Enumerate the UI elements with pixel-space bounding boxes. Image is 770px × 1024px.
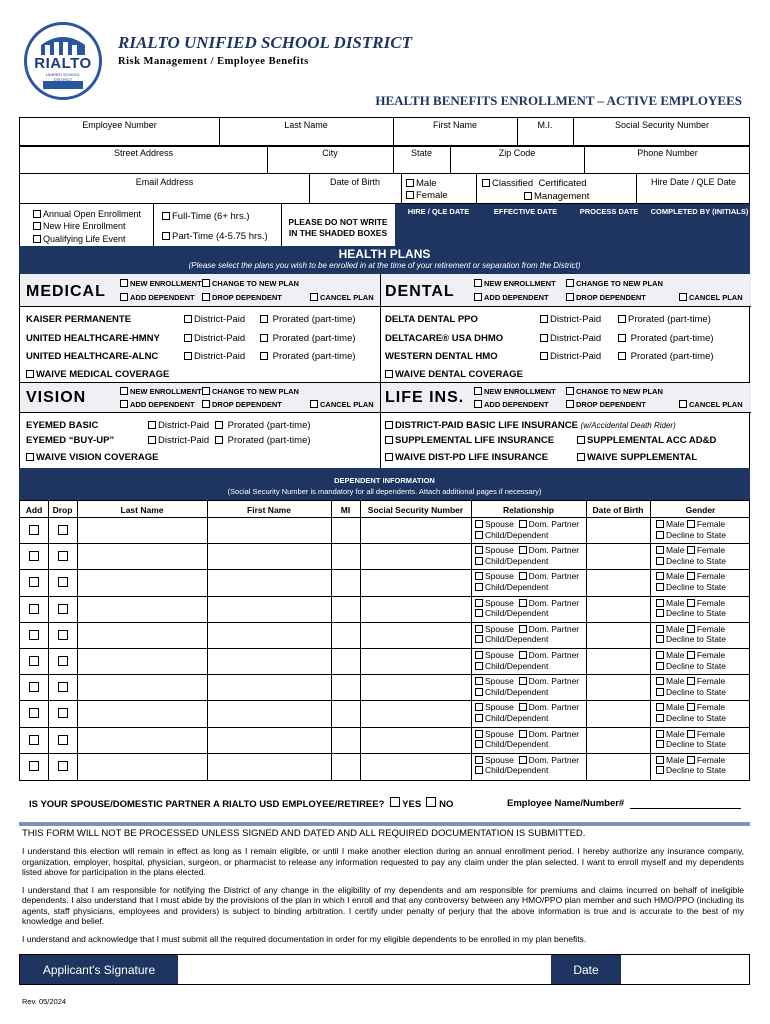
dependent-table <box>19 500 750 781</box>
child-checkbox[interactable] <box>475 662 483 670</box>
table-row <box>20 674 749 700</box>
qualifying-event[interactable] <box>33 234 126 244</box>
dom-partner-checkbox[interactable] <box>519 546 527 554</box>
district-logo <box>24 22 102 100</box>
life-drop-dependent[interactable]: DROP DEPENDENT <box>566 400 646 409</box>
yes-label: YES <box>402 799 422 810</box>
col-first-name: First Name <box>247 505 291 515</box>
dep-female-checkbox[interactable] <box>687 572 695 580</box>
deltacare-district-paid[interactable]: District-Paid <box>540 333 601 344</box>
add-checkbox[interactable] <box>29 682 39 692</box>
drop-checkbox[interactable] <box>58 630 68 640</box>
life-supp-acc[interactable]: SUPPLEMENTAL ACC AD&D <box>577 435 716 446</box>
dep-female-checkbox[interactable] <box>687 651 695 659</box>
dependent-title: DEPENDENT INFORMATION <box>334 476 435 485</box>
dom-partner-checkbox[interactable] <box>519 572 527 580</box>
type-classified[interactable] <box>482 178 587 189</box>
city-field[interactable]: City <box>322 148 338 158</box>
dental-new-enrollment[interactable]: NEW ENROLLMENT <box>474 279 556 288</box>
table-row <box>20 517 749 543</box>
spouse-checkbox[interactable] <box>475 703 483 711</box>
vision-add-dependent[interactable]: ADD DEPENDENT <box>120 400 195 409</box>
dep-decline-checkbox[interactable] <box>656 609 664 617</box>
new-hire-checkbox[interactable] <box>33 222 41 230</box>
plan-western: WESTERN DENTAL HMO <box>385 351 498 362</box>
dep-male-checkbox[interactable] <box>656 756 664 764</box>
child-checkbox[interactable] <box>475 635 483 643</box>
gender-options: Male Female Decline to State <box>656 676 726 697</box>
medical-change-plan[interactable]: CHANGE TO NEW PLAN <box>202 279 299 288</box>
gender-options: Male Female Decline to State <box>656 729 726 750</box>
full-time-label: Full-Time (6+ hrs.) <box>172 211 250 222</box>
qualifying-label: Qualifying Life Event <box>43 234 126 244</box>
employee-name-line[interactable] <box>630 808 741 809</box>
dep-decline-checkbox[interactable] <box>656 766 664 774</box>
dep-female-checkbox[interactable] <box>687 677 695 685</box>
child-checkbox[interactable] <box>475 531 483 539</box>
medical-cancel-plan[interactable]: CANCEL PLAN <box>310 293 374 302</box>
warning-text: THIS FORM WILL NOT BE PROCESSED UNLESS SIGNED AND DATED AND ALL REQUIRED DOCUMENTATION IS SUBMITTED. <box>22 828 586 839</box>
no-checkbox[interactable] <box>426 797 436 807</box>
hire-date-field[interactable]: Hire Date / QLE Date <box>650 177 737 187</box>
drop-checkbox[interactable] <box>58 525 68 535</box>
dom-partner-checkbox[interactable] <box>519 756 527 764</box>
legal-text <box>22 846 744 951</box>
dom-partner-checkbox[interactable] <box>519 703 527 711</box>
uhc-hmny-district-paid[interactable]: District-Paid <box>184 333 245 344</box>
signature-label: Applicant's Signature <box>42 963 156 977</box>
dep-male-checkbox[interactable] <box>656 546 664 554</box>
waive-supplemental[interactable]: WAIVE SUPPLEMENTAL <box>577 452 697 463</box>
phone-field[interactable]: Phone Number <box>637 148 698 158</box>
plan-eyemed-basic: EYEMED BASIC <box>26 420 99 431</box>
gender-options: Male Female Decline to State <box>656 755 726 776</box>
dep-female-checkbox[interactable] <box>687 625 695 633</box>
drop-checkbox[interactable] <box>58 708 68 718</box>
relationship-options: Spouse Dom. Partner Child/Dependent <box>475 545 579 566</box>
dep-male-checkbox[interactable] <box>656 625 664 633</box>
dental-change-plan[interactable]: CHANGE TO NEW PLAN <box>566 279 663 288</box>
dom-partner-checkbox[interactable] <box>519 651 527 659</box>
relationship-options: Spouse Dom. Partner Child/Dependent <box>475 571 579 592</box>
uhc-hmny-prorated[interactable]: Prorated (part-time) <box>260 333 356 344</box>
medical-new-enrollment[interactable]: NEW ENROLLMENT <box>120 279 202 288</box>
kaiser-district-paid[interactable]: District-Paid <box>184 314 245 325</box>
revision: Rev. 05/2024 <box>22 997 67 1006</box>
info-row-1 <box>19 117 750 147</box>
add-checkbox[interactable] <box>29 577 39 587</box>
effective-header: EFFECTIVE DATE <box>493 207 558 216</box>
delta-district-paid[interactable]: District-Paid <box>540 314 601 325</box>
col-ssn: Social Security Number <box>367 505 464 515</box>
relationship-options: Spouse Dom. Partner Child/Dependent <box>475 650 579 671</box>
spouse-checkbox[interactable] <box>475 520 483 528</box>
table-row <box>20 596 749 622</box>
vision-cancel-plan[interactable]: CANCEL PLAN <box>310 400 374 409</box>
last-name-field[interactable]: Last Name <box>284 120 328 130</box>
table-row <box>20 727 749 753</box>
spouse-checkbox[interactable] <box>475 756 483 764</box>
employee-number-field[interactable]: Employee Number <box>82 120 157 130</box>
table-row <box>20 543 749 569</box>
dep-female-checkbox[interactable] <box>687 703 695 711</box>
gender-female[interactable] <box>406 190 448 201</box>
life-new-enrollment[interactable]: NEW ENROLLMENT <box>474 387 556 396</box>
part-time[interactable] <box>162 231 268 242</box>
dep-female-checkbox[interactable] <box>687 730 695 738</box>
drop-checkbox[interactable] <box>58 551 68 561</box>
child-checkbox[interactable] <box>475 766 483 774</box>
vision-drop-dependent[interactable]: DROP DEPENDENT <box>202 400 282 409</box>
table-row <box>20 648 749 674</box>
dom-partner-checkbox[interactable] <box>519 520 527 528</box>
child-checkbox[interactable] <box>475 583 483 591</box>
vision-new-enrollment[interactable]: NEW ENROLLMENT <box>120 387 202 396</box>
child-checkbox[interactable] <box>475 688 483 696</box>
col-dob: Date of Birth <box>592 505 644 515</box>
street-field[interactable]: Street Address <box>113 148 174 158</box>
col-mi: MI <box>340 505 351 515</box>
legal-paragraph-2: I understand that I am responsible for notifying the District of any change in the eligibility of my dependents and am responsible for premiums and claims incurred on behalf of ineligible dependents. I also understand that I must abide by the provisions of the plan in which I enroll and that any controversy between any HMO/PPO plan member and such HMO/PPO (including its agents, staff physicians, employees and providers) is subject to binding arbitration. I certify under penalty of perjury that the above information is true and is accurate to the best of my knowledge and belief. <box>22 884 744 926</box>
dob-field[interactable]: Date of Birth <box>329 177 381 187</box>
dep-male-checkbox[interactable] <box>656 572 664 580</box>
department-name: Risk Management / Employee Benefits <box>118 56 309 67</box>
logo-subtext: UNIFIED SCHOOL DISTRICT <box>45 72 80 82</box>
plan-kaiser: KAISER PERMANENTE <box>26 314 132 325</box>
shaded-notice: PLEASE DO NOT WRITE IN THE SHADED BOXES <box>288 217 388 238</box>
email-field[interactable]: Email Address <box>135 177 194 187</box>
employee-name-label: Employee Name/Number# <box>507 798 625 809</box>
dep-male-checkbox[interactable] <box>656 730 664 738</box>
zip-field[interactable]: Zip Code <box>498 148 536 158</box>
dental-drop-dependent[interactable]: DROP DEPENDENT <box>566 293 646 302</box>
relationship-options: Spouse Dom. Partner Child/Dependent <box>475 676 579 697</box>
office-use-box <box>395 204 750 247</box>
dep-decline-checkbox[interactable] <box>656 635 664 643</box>
dep-decline-checkbox[interactable] <box>656 740 664 748</box>
col-gender: Gender <box>685 505 716 515</box>
dep-female-checkbox[interactable] <box>687 546 695 554</box>
spouse-checkbox[interactable] <box>475 730 483 738</box>
life-change-plan[interactable]: CHANGE TO NEW PLAN <box>566 387 663 396</box>
date-label-box <box>551 955 621 984</box>
eyemed-basic-prorated[interactable]: Prorated (part-time) <box>215 420 311 431</box>
dep-decline-checkbox[interactable] <box>656 662 664 670</box>
gender-options: Male Female Decline to State <box>656 650 726 671</box>
management-label: Management <box>534 191 590 202</box>
waive-vision[interactable]: WAIVE VISION COVERAGE <box>26 452 158 463</box>
eyemed-buyup-prorated[interactable]: Prorated (part-time) <box>215 435 311 446</box>
uhc-alnc-prorated[interactable]: Prorated (part-time) <box>260 351 356 362</box>
col-add: Add <box>25 505 43 515</box>
delta-prorated[interactable]: Prorated (part-time) <box>618 314 711 325</box>
child-checkbox[interactable] <box>475 557 483 565</box>
waive-dist-life[interactable]: WAIVE DIST-PD LIFE INSURANCE <box>385 452 548 463</box>
add-checkbox[interactable] <box>29 604 39 614</box>
spouse-checkbox[interactable] <box>475 651 483 659</box>
drop-checkbox[interactable] <box>58 735 68 745</box>
relationship-options: Spouse Dom. Partner Child/Dependent <box>475 519 579 540</box>
life-supplemental[interactable]: SUPPLEMENTAL LIFE INSURANCE <box>385 435 554 446</box>
logo-wordmark: RIALTO <box>34 55 92 72</box>
add-checkbox[interactable] <box>29 656 39 666</box>
state-field[interactable]: State <box>410 148 432 158</box>
drop-checkbox[interactable] <box>58 656 68 666</box>
drop-checkbox[interactable] <box>58 761 68 771</box>
vision-title: VISION <box>26 389 87 406</box>
dep-decline-checkbox[interactable] <box>656 531 664 539</box>
district-name: RIALTO UNIFIED SCHOOL DISTRICT <box>118 33 412 52</box>
add-checkbox[interactable] <box>29 630 39 640</box>
first-name-field[interactable]: First Name <box>432 120 477 130</box>
certificated-label: Certificated <box>538 178 587 189</box>
col-drop: Drop <box>52 505 73 515</box>
dom-partner-checkbox[interactable] <box>519 625 527 633</box>
life-add-dependent[interactable]: ADD DEPENDENT <box>474 400 549 409</box>
add-checkbox[interactable] <box>29 708 39 718</box>
male-label: Male <box>416 178 437 189</box>
dep-decline-checkbox[interactable] <box>656 714 664 722</box>
dep-female-checkbox[interactable] <box>687 520 695 528</box>
spouse-checkbox[interactable] <box>475 625 483 633</box>
child-checkbox[interactable] <box>475 609 483 617</box>
plan-uhc-alnc: UNITED HEALTHCARE-ALNC <box>26 351 159 362</box>
spouse-checkbox[interactable] <box>475 572 483 580</box>
date-field[interactable] <box>621 955 749 984</box>
dep-male-checkbox[interactable] <box>656 651 664 659</box>
date-label: Date <box>573 963 599 977</box>
female-label: Female <box>416 190 448 201</box>
col-last-name: Last Name <box>120 505 164 515</box>
full-time-checkbox[interactable] <box>162 212 170 220</box>
plan-delta-ppo: DELTA DENTAL PPO <box>385 314 478 325</box>
form-title: HEALTH BENEFITS ENROLLMENT – ACTIVE EMPLOYEES <box>375 93 742 108</box>
new-hire-label: New Hire Enrollment <box>43 221 126 231</box>
drop-checkbox[interactable] <box>58 604 68 614</box>
health-plans-subtitle: (Please select the plans you wish to be enrolled in at the time of your retirement or separation from the District) <box>188 261 581 270</box>
dep-decline-checkbox[interactable] <box>656 583 664 591</box>
spouse-checkbox[interactable] <box>475 546 483 554</box>
add-checkbox[interactable] <box>29 735 39 745</box>
male-checkbox[interactable] <box>406 179 414 187</box>
spouse-question: IS YOUR SPOUSE/DOMESTIC PARTNER A RIALTO USD EMPLOYEE/RETIREE? YES NO <box>29 799 454 810</box>
dental-cancel-plan[interactable]: CANCEL PLAN <box>679 293 743 302</box>
gender-options: Male Female Decline to State <box>656 571 726 592</box>
qualifying-checkbox[interactable] <box>33 235 41 243</box>
dep-female-checkbox[interactable] <box>687 599 695 607</box>
western-prorated[interactable]: Prorated (part-time) <box>618 351 714 362</box>
annual-enrollment[interactable] <box>33 209 141 219</box>
plan-eyemed-buyup: EYEMED “BUY-UP” <box>26 435 115 446</box>
dep-female-checkbox[interactable] <box>687 756 695 764</box>
table-row <box>20 622 749 648</box>
no-label: NO <box>439 799 454 810</box>
signature-label-box <box>20 955 178 984</box>
basic-life-note: (w/Accidental Death Rider) <box>580 421 676 430</box>
medical-dental-section <box>19 274 750 383</box>
life-basic[interactable]: DISTRICT-PAID BASIC LIFE INSURANCE (w/Accidental Death Rider) <box>385 420 676 431</box>
completed-header: COMPLETED BY (INITIALS) <box>650 207 749 216</box>
spouse-checkbox[interactable] <box>475 677 483 685</box>
spouse-checkbox[interactable] <box>475 599 483 607</box>
divider-rule <box>19 822 750 826</box>
annual-label: Annual Open Enrollment <box>43 209 142 219</box>
table-row <box>20 700 749 726</box>
dep-male-checkbox[interactable] <box>656 520 664 528</box>
dom-partner-checkbox[interactable] <box>519 730 527 738</box>
uhc-alnc-district-paid[interactable]: District-Paid <box>184 351 245 362</box>
gender-options: Male Female Decline to State <box>656 519 726 540</box>
dep-decline-checkbox[interactable] <box>656 557 664 565</box>
health-plans-title: HEALTH PLANS <box>338 247 431 261</box>
deltacare-prorated[interactable]: Prorated (part-time) <box>618 333 714 344</box>
signature-row <box>19 954 750 985</box>
yes-checkbox[interactable] <box>390 797 400 807</box>
annual-checkbox[interactable] <box>33 210 41 218</box>
eyemed-basic-district-paid[interactable]: District-Paid <box>148 420 209 431</box>
kaiser-prorated[interactable]: Prorated (part-time) <box>260 314 356 325</box>
ssn-field[interactable]: Social Security Number <box>614 120 710 130</box>
child-checkbox[interactable] <box>475 740 483 748</box>
medical-title: MEDICAL <box>26 283 106 300</box>
dep-male-checkbox[interactable] <box>656 599 664 607</box>
relationship-options: Spouse Dom. Partner Child/Dependent <box>475 624 579 645</box>
relationship-options: Spouse Dom. Partner Child/Dependent <box>475 755 579 776</box>
gender-options: Male Female Decline to State <box>656 624 726 645</box>
waive-dental[interactable]: WAIVE DENTAL COVERAGE <box>385 369 523 380</box>
full-time[interactable] <box>162 211 250 222</box>
gender-options: Male Female Decline to State <box>656 598 726 619</box>
medical-add-dependent[interactable]: ADD DEPENDENT <box>120 293 195 302</box>
child-checkbox[interactable] <box>475 714 483 722</box>
hire-qle-header: HIRE / QLE DATE <box>407 207 470 216</box>
relationship-options: Spouse Dom. Partner Child/Dependent <box>475 702 579 723</box>
type-management[interactable] <box>524 191 589 202</box>
management-checkbox[interactable] <box>524 192 532 200</box>
dep-decline-checkbox[interactable] <box>656 688 664 696</box>
info-row-4 <box>19 203 750 247</box>
part-time-checkbox[interactable] <box>162 232 170 240</box>
dom-partner-checkbox[interactable] <box>519 599 527 607</box>
dep-male-checkbox[interactable] <box>656 703 664 711</box>
gender-options: Male Female Decline to State <box>656 545 726 566</box>
legal-paragraph-1: I understand this election will remain in effect as long as I remain eligible, or until I make another election during an annual enrollment period. I hereby authorize any insurance company, organization, employer, hospital, physician, surgeon, or pharmacist to release any information requested to pay any claim under the plan selected. I want to enroll myself and my dependents listed above for participation in the plans elected. <box>22 846 744 877</box>
process-header: PROCESS DATE <box>579 207 639 216</box>
add-checkbox[interactable] <box>29 551 39 561</box>
table-row <box>20 753 749 779</box>
legal-paragraph-3: I understand and acknowledge that I must submit all the required documentation in order for my eligible dependents to be enrolled in my plan benefits. <box>22 933 587 944</box>
classified-label: Classified <box>492 178 534 189</box>
life-cancel-plan[interactable]: CANCEL PLAN <box>679 400 743 409</box>
part-time-label: Part-Time (4-5.75 hrs.) <box>172 231 268 242</box>
relationship-options: Spouse Dom. Partner Child/Dependent <box>475 598 579 619</box>
new-hire-enrollment[interactable] <box>33 221 126 231</box>
life-title: LIFE INS. <box>385 389 465 406</box>
dependent-banner <box>19 468 750 500</box>
dependent-note: (Social Security Number is mandatory for all dependents. Attach additional pages if necessary) <box>227 487 542 496</box>
classified-checkbox[interactable] <box>482 179 490 187</box>
dom-partner-checkbox[interactable] <box>519 677 527 685</box>
relationship-options: Spouse Dom. Partner Child/Dependent <box>475 729 579 750</box>
dental-add-dependent[interactable]: ADD DEPENDENT <box>474 293 549 302</box>
vision-life-section <box>19 382 750 469</box>
health-plans-banner <box>19 246 750 274</box>
drop-checkbox[interactable] <box>58 682 68 692</box>
add-checkbox[interactable] <box>29 761 39 771</box>
add-checkbox[interactable] <box>29 525 39 535</box>
drop-checkbox[interactable] <box>58 577 68 587</box>
vision-change-plan[interactable]: CHANGE TO NEW PLAN <box>202 387 299 396</box>
col-relationship: Relationship <box>502 505 554 515</box>
medical-drop-dependent[interactable]: DROP DEPENDENT <box>202 293 282 302</box>
plan-uhc-hmny: UNITED HEALTHCARE-HMNY <box>26 333 160 344</box>
dep-male-checkbox[interactable] <box>656 677 664 685</box>
table-row <box>20 569 749 595</box>
waive-medical[interactable]: WAIVE MEDICAL COVERAGE <box>26 369 169 380</box>
info-row-2 <box>19 145 750 174</box>
mi-field[interactable]: M.I. <box>537 120 553 130</box>
dental-title: DENTAL <box>385 283 455 300</box>
gender-male[interactable] <box>406 178 437 189</box>
gender-options: Male Female Decline to State <box>656 702 726 723</box>
plan-deltacare: DELTACARE® USA DHMO <box>385 333 504 344</box>
eyemed-buyup-district-paid[interactable]: District-Paid <box>148 435 209 446</box>
signature-field[interactable] <box>178 955 551 984</box>
female-checkbox[interactable] <box>406 191 414 199</box>
info-row-3 <box>19 173 750 204</box>
western-district-paid[interactable]: District-Paid <box>540 351 601 362</box>
